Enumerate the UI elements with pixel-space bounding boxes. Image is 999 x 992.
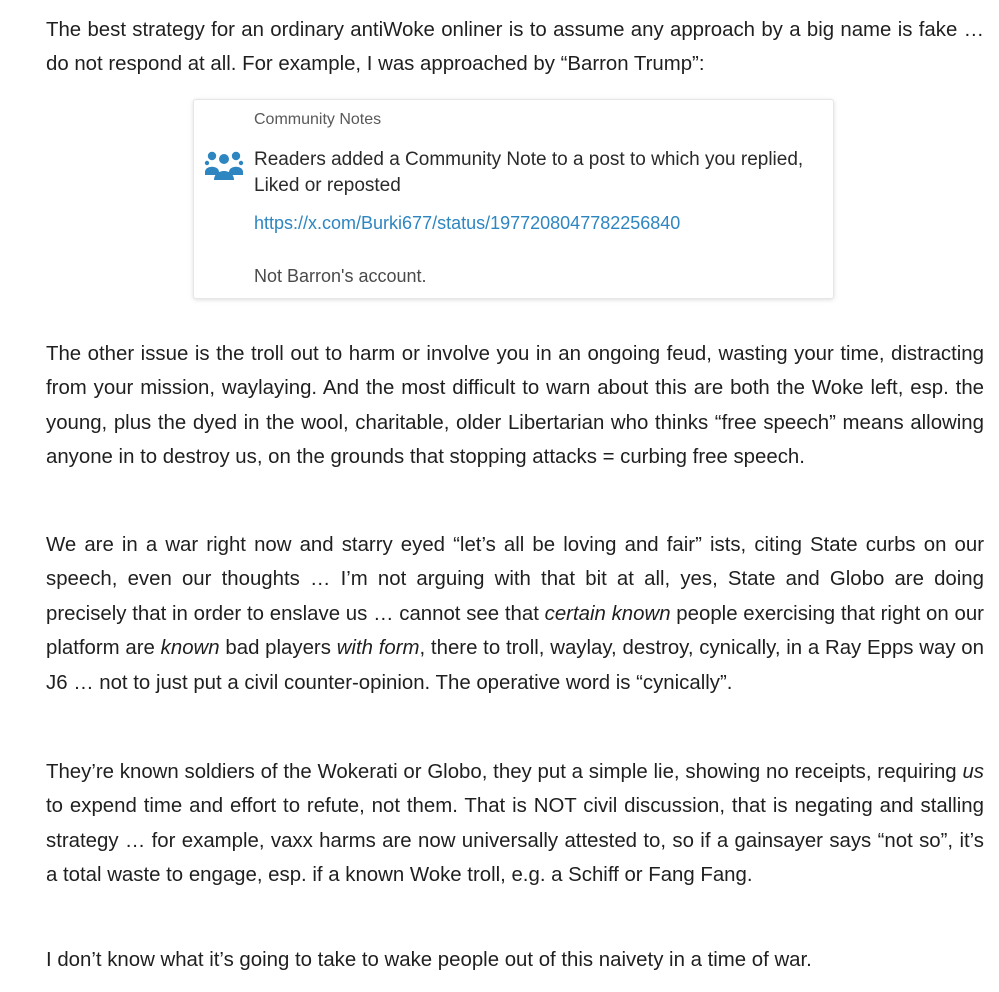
paragraph-troll-issue	[46, 337, 984, 475]
community-note-card[interactable]	[193, 99, 834, 299]
paragraph-closing	[46, 943, 984, 977]
community-note-message-line2: Liked or reposted	[254, 175, 401, 196]
emphasis-text: us	[962, 761, 984, 783]
paragraph-intro	[46, 13, 984, 82]
people-group-icon	[204, 148, 244, 182]
community-note-link[interactable]: https://x.com/Burki677/status/1977208047782256840	[254, 213, 681, 233]
community-note-text: Not Barron's account.	[254, 266, 427, 286]
community-note-message	[254, 147, 829, 199]
paragraph-war	[46, 528, 984, 700]
paragraph-soldiers	[46, 755, 984, 893]
paragraph-text: We are in a war right now and starry eyed “let’s all be loving and fair” ists, citing State curbs on our speech, even our thoughts … I’m not arguing with that bit at all, yes, State and Globo are doing precisely that in order to enslave us … cannot see that	[46, 534, 984, 625]
paragraph-text: They’re known soldiers of the Wokerati or Globo, they put a simple lie, showing no receipts, requiring	[46, 761, 963, 783]
paragraph-text: I don’t know what it’s going to take to wake people out of this naivety in a time of war.	[46, 949, 812, 971]
paragraph-text: bad players	[219, 637, 337, 660]
paragraph-text: to expend time and effort to refute, not them. That is NOT civil discussion, that is negating and stalling strategy … for example, vaxx harms are now universally attested to, so if a gainsayer says “not so”, it’s a total waste to engage, esp. if a known Woke troll, e.g. a Schiff or Fang Fang.	[46, 795, 984, 887]
community-note-message-line1: Readers added a Community Note to a post to which you replied,	[254, 149, 804, 170]
emphasis-text: certain known	[544, 602, 671, 625]
paragraph-text: , there to troll, waylay, destroy, cynically, in a Ray Epps way on J6 … not to just put a civil counter-opinion. The operative word is “cynically”.	[46, 637, 984, 694]
community-notes-label: Community Notes	[254, 111, 382, 128]
paragraph-text: The other issue is the troll out to harm or involve you in an ongoing feud, wasting your time, distracting from your mission, waylaying. And the most difficult to warn about this are both the Woke left, esp. the young, plus the dyed in the wool, charitable, older Libertarian who thinks “free speech” means allowing anyone in to destroy us, on the grounds that stopping attacks = curbing free speech.	[46, 343, 984, 469]
emphasis-text: known	[160, 637, 220, 660]
emphasis-text: with form	[336, 637, 420, 660]
paragraph-text: people exercising that right on our platform are	[46, 602, 984, 660]
paragraph-text: The best strategy for an ordinary antiWoke onliner is to assume any approach by a big name is fake … do not respond at all. For example, I was approached by “Barron Trump”:	[46, 19, 984, 76]
